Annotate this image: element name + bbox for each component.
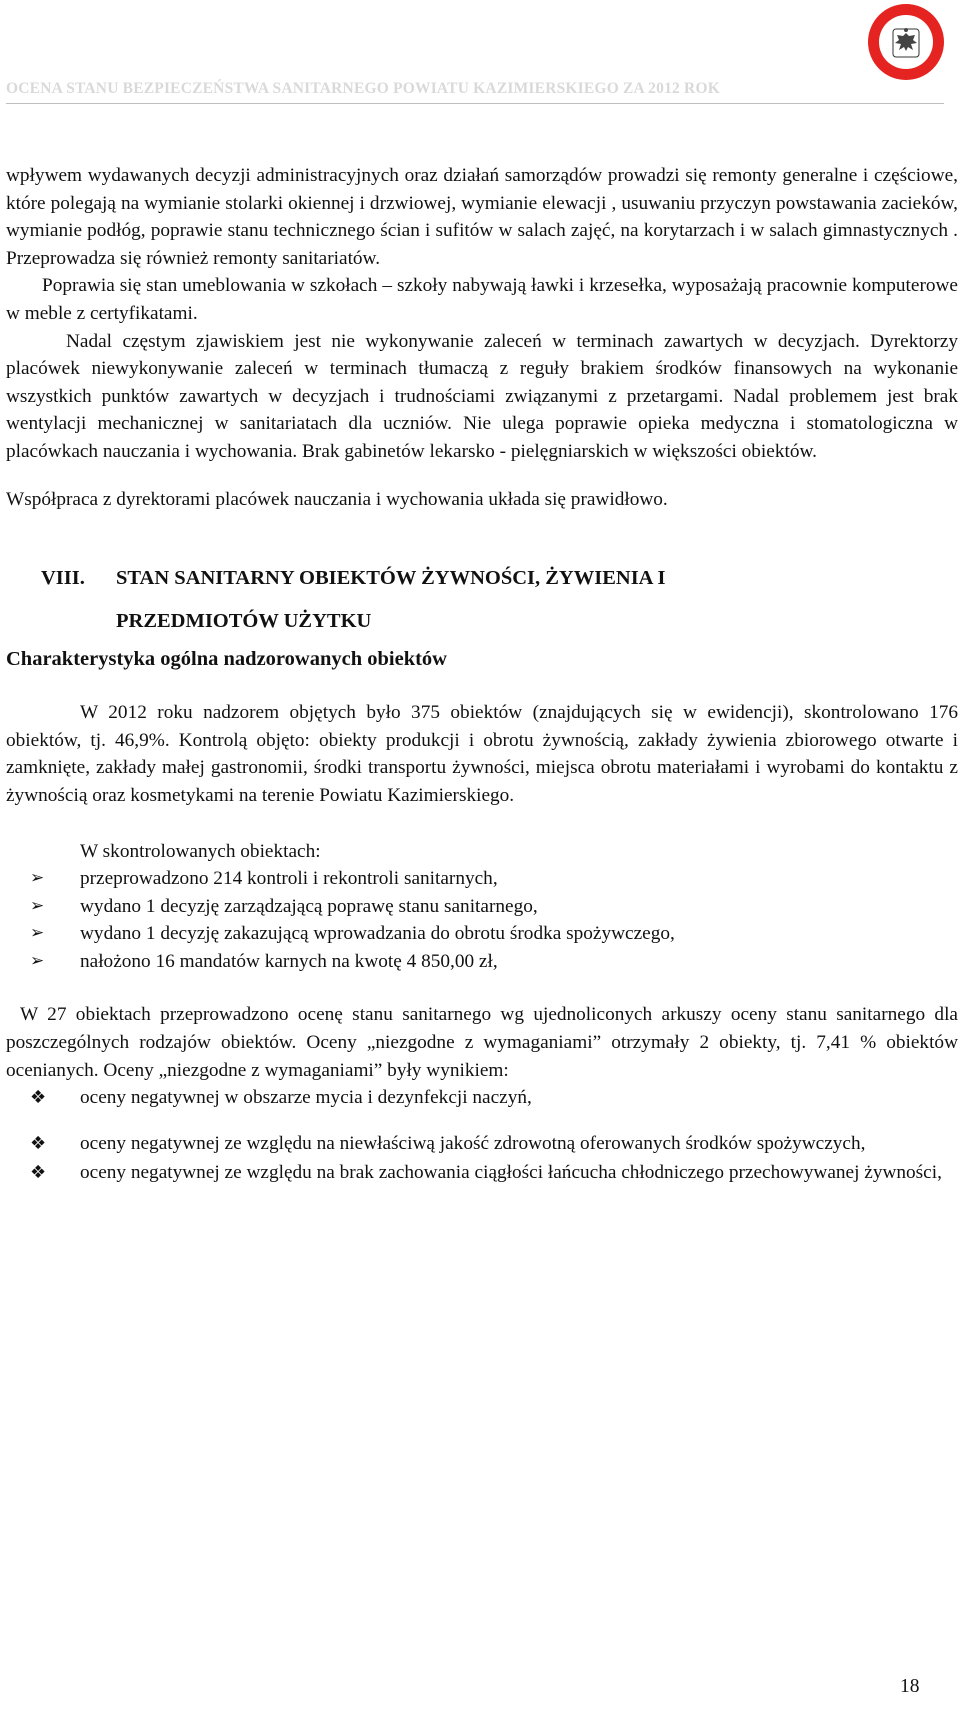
page-number: 18 [900,1676,920,1697]
arrow-bullet-icon: ➢ [30,950,45,971]
page-content [6,162,958,1187]
header-rule [6,103,944,104]
arrow-bullet-icon: ➢ [30,895,45,916]
list-lead: W skontrolowanych obiektach: [80,840,321,862]
list-item: ❖ oceny negatywnej ze względu na niewłaściwą jakość zdrowotną oferowanych środków spożywczych, [6,1130,958,1158]
list-item: ➢ przeprowadzono 214 kontroli i rekontroli sanitarnych, [6,865,958,893]
section-title-line1: STAN SANITARNY OBIEKTÓW ŻYWNOŚCI, ŻYWIENIA I [116,567,666,590]
arrow-bullet-icon: ➢ [30,923,45,944]
section-title-line2: PRZEDMIOTÓW UŻYTKU [116,610,372,633]
paragraph-furniture: Poprawia się stan umeblowania w szkołach – szkoły nabywają ławki i krzesełka, wyposażają pracownie komputerowe w meble z certyfikatami. [6,275,958,324]
header-title: OCENA STANU BEZPIECZEŃSTWA SANITARNEGO POWIATU KAZIMIERSKIEGO ZA 2012 ROK [6,80,720,97]
paragraph-intro: W 2012 roku nadzorem objętych było 375 obiektów (znajdujących się w ewidencji), skontrolowano 176 obiektów, tj. 46,9%. Kontrolą objęto: obiekty produkcji i obrotu żywnością, zakłady żywienia zbiorowego otwarte i zamknięte, zakłady małej gastronomii, środki transportu żywności, miejsca obrotu materiałami i wyrobami do kontaktu z żywnością oraz kosmetykami na terenie Powiatu Kazimierskiego. [6,702,958,806]
paragraph-recommendations: Nadal częstym zjawiskiem jest nie wykonywanie zaleceń w terminach zawartych w decyzjach. Dyrektorzy placówek niewykonywanie zaleceń w terminach tłumaczą z reguły brakiem środków finansowych na wykonanie wszystkich punktów zawartych w decyzjach i trudnościami związanymi z przetargami. Nadal problemem jest brak wentylacji mechanicznej w sanitariatach dla uczniów. Nie ulega poprawie opieka medyczna i stomatologiczna w placówkach nauczania i wychowania. Brak gabinetów lekarsko - pielęgniarskich w większości obiektów. [6,330,958,462]
section-number: VIII. [41,567,85,590]
diamond-bullet-icon: ❖ [30,1087,47,1109]
section-heading [6,565,958,639]
list-item: ❖ oceny negatywnej ze względu na brak zachowania ciągłości łańcucha chłodniczego przechowywanej żywności, [6,1159,958,1187]
subheading: Charakterystyka ogólna nadzorowanych obiektów [6,648,447,671]
pis-logo-icon [866,2,946,82]
list-item: ➢ wydano 1 decyzję zakazującą wprowadzania do obrotu środka spożywczego, [6,920,958,948]
diamond-bullet-icon: ❖ [30,1162,47,1184]
paragraph-cooperation: Współpraca z dyrektorami placówek nauczania i wychowania układa się prawidłowo. [6,488,668,510]
list-item: ❖ oceny negatywnej w obszarze mycia i dezynfekcji naczyń, [6,1084,958,1112]
diamond-bullet-icon: ❖ [30,1132,47,1154]
arrow-bullet-icon: ➢ [30,868,45,889]
negative-assessment-list [6,1084,958,1187]
list-item: ➢ wydano 1 decyzję zarządzającą poprawę stanu sanitarnego, [6,893,958,921]
list-item: ➢ nałożono 16 mandatów karnych na kwotę 4 850,00 zł, [6,948,958,976]
page-header [0,0,960,112]
paragraph-assessment: W 27 obiektach przeprowadzono ocenę stanu sanitarnego wg ujednoliconych arkuszy oceny stanu sanitarnego dla poszczególnych rodzajów obiektów. Oceny „niezgodne z wymaganiami” otrzymały 2 obiekty, tj. 7,41 % obiektów ocenianych. Oceny „niezgodne z wymaganiami” były wynikiem: [6,1004,958,1081]
control-results-list [6,865,958,975]
paragraph-renovations: wpływem wydawanych decyzji administracyjnych oraz działań samorządów prowadzi się remonty generalne i częściowe, które polegają na wymianie stolarki okiennej i drzwiowej, wymianie elewacji , usuwaniu przyczyn powstawania zacieków, wymianie podłóg, poprawie stanu technicznego ścian i sufitów w salach zajęć, na korytarzach i w salach gimnastycznych . Przeprowadza się również remonty sanitariatów. [6,165,958,269]
